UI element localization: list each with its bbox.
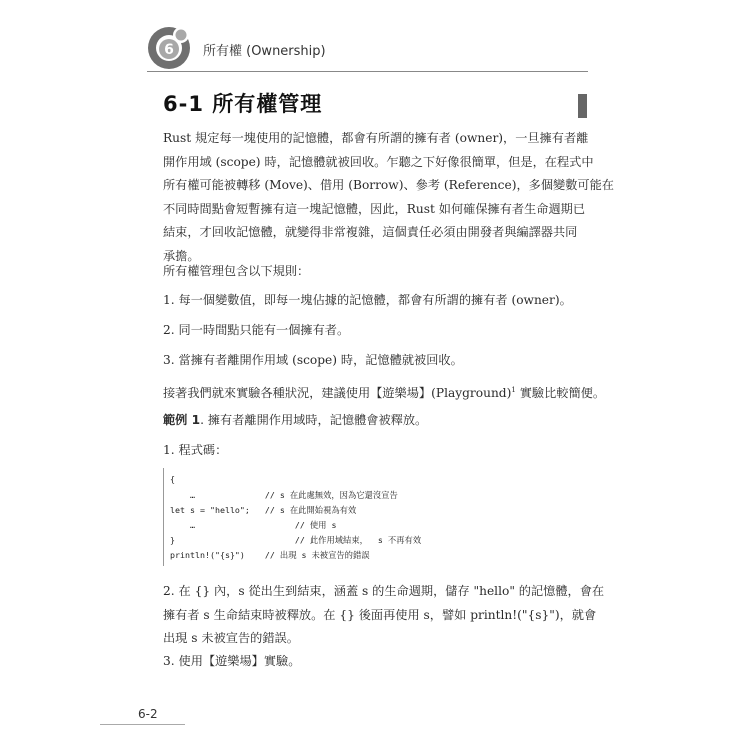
playground-text-after: 實驗比較簡便。 [515, 386, 606, 401]
step-2-line: 出現 s 未被宣告的錯誤。 [163, 631, 299, 646]
playground-line [163, 379, 606, 406]
code-line: … // s 在此處無效，因為它還沒宣告 [170, 490, 398, 500]
rules-intro [163, 260, 593, 284]
chapter-number: 6 [164, 42, 174, 58]
intro-line: 所有權可能被轉移 (Move)、借用 (Borrow)、參考 (Reference)，多個變數可能在 [163, 178, 614, 193]
intro-line: 承擔。 [163, 248, 200, 263]
intro-line: 結束，才回收記憶體，就變得非常複雜，這個責任必須由開發者與編譯器共同 [163, 225, 578, 240]
code-line: let s = "hello"; // s 在此開始視為有效 [170, 505, 357, 515]
chapter-header-title: 所有權 (Ownership) [203, 44, 326, 59]
section-title: 6-1 所有權管理 [163, 92, 323, 116]
intro-line: 開作用域 (scope) 時，記憶體就被回收。乍聽之下好像很簡單，但是，在程式中 [163, 154, 594, 169]
example-label: 範例 1 [163, 413, 201, 427]
code-line: } // 此作用域結束， s 不再有效 [170, 535, 422, 545]
code-line: println!("{s}") // 出現 s 未被宣告的錯誤 [170, 550, 370, 560]
chapter-number-badge [147, 24, 193, 70]
code-line: { [170, 474, 175, 484]
intro-line: Rust 規定每一塊使用的記憶體，都會有所謂的擁有者 (owner)，一旦擁有者離 [163, 131, 589, 145]
playground-text: 接著我們就來實驗各種狀況，建議使用【遊樂場】(Playground) [163, 386, 512, 401]
rule-item [163, 319, 593, 343]
step-2-line: 擁有者 s 生命結束時被釋放。在 {} 後面再使用 s，譬如 println!("{s}")，就會 [163, 607, 597, 622]
step-1-text: 1. 程式碼： [163, 443, 228, 457]
step-3 [163, 650, 593, 674]
rule-item [163, 289, 593, 313]
section-title-bar [578, 94, 587, 118]
playground-paragraph [163, 379, 606, 406]
step-2 [163, 580, 605, 651]
code-block [163, 468, 594, 566]
intro-paragraph [163, 127, 614, 269]
rule-item [163, 349, 593, 373]
rules-intro-text: 所有權管理包含以下規則： [163, 264, 310, 278]
rule-text: 3. 當擁有者離開作用域 (scope) 時，記憶體就被回收。 [163, 353, 463, 367]
step-2-line: 2. 在 {} 內，s 從出生到結束，涵蓋 s 的生命週期，儲存 "hello" 的記憶體，會在 [163, 584, 605, 598]
rule-text: 2. 同一時間點只能有一個擁有者。 [163, 323, 350, 337]
step-1 [163, 439, 593, 463]
example-text: . 擁有者離開作用域時，記憶體會被釋放。 [200, 413, 428, 427]
example-heading [163, 409, 593, 433]
code-line: … // 使用 s [170, 520, 337, 530]
badge-dot [176, 30, 187, 41]
footnote-mark: 1 [511, 386, 516, 394]
rule-text: 1. 每一個變數值，即每一塊佔據的記憶體，都會有所謂的擁有者 (owner)。 [163, 293, 572, 307]
step-3-text: 3. 使用【遊樂場】實驗。 [163, 654, 301, 668]
header-divider [147, 71, 588, 72]
intro-line: 不同時間點會短暫擁有這一塊記憶體，因此，Rust 如何確保擁有者生命週期已 [163, 201, 586, 216]
page-number: 6-2 [138, 707, 158, 721]
footer-divider [100, 724, 185, 725]
